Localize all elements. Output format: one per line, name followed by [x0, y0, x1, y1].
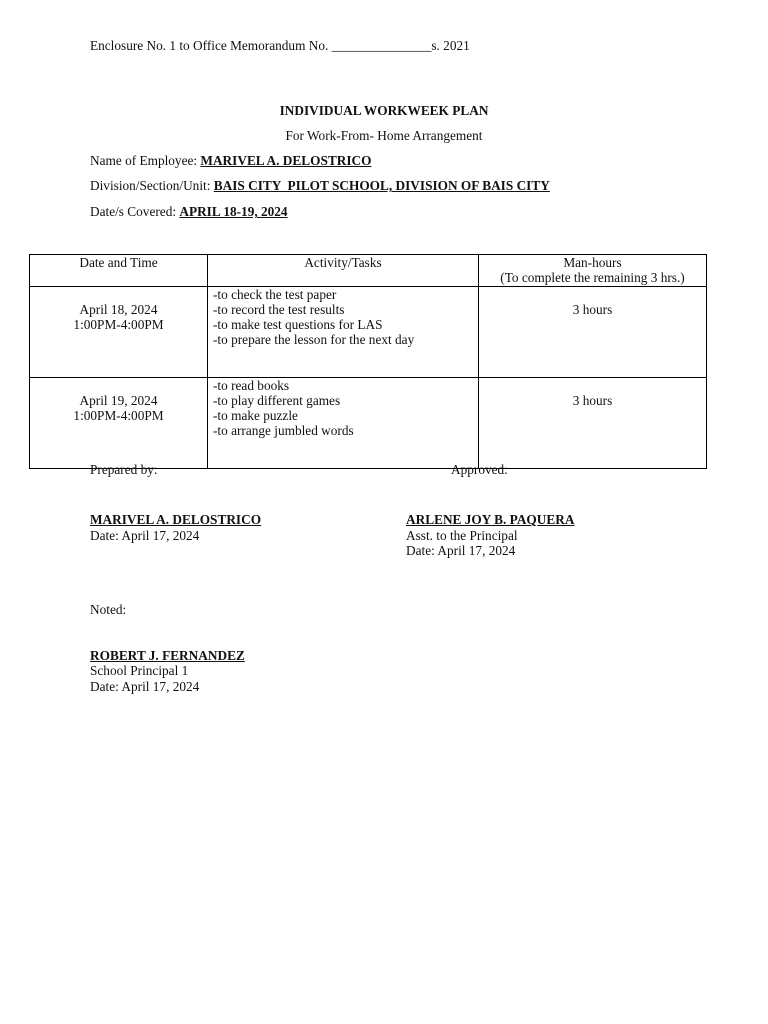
row-time: 1:00PM-4:00PM	[73, 408, 164, 423]
noted-label: Noted:	[90, 602, 127, 617]
division-label: Division/Section/Unit:	[90, 178, 214, 193]
noter-position: School Principal 1	[90, 663, 189, 678]
task-item: -to arrange jumbled words	[213, 423, 354, 438]
noter-date: Date: April 17, 2024	[90, 679, 200, 694]
dates-covered-label: Date/s Covered:	[90, 204, 180, 219]
table-header-row	[30, 255, 707, 287]
task-item: -to prepare the lesson for the next day	[213, 332, 415, 347]
preparer-date: Date: April 17, 2024	[90, 528, 200, 543]
workweek-plan-table	[29, 254, 707, 469]
task-item: -to make test questions for LAS	[213, 317, 383, 332]
division-row	[90, 178, 550, 194]
header-manhours-title: Man-hours	[563, 255, 622, 270]
table-row	[30, 287, 707, 378]
preparer-name: MARIVEL A. DELOSTRICO	[90, 512, 262, 527]
task-item: -to read books	[213, 378, 290, 393]
employee-label: Name of Employee:	[90, 153, 201, 168]
employee-row	[90, 153, 371, 169]
task-item: -to check the test paper	[213, 287, 337, 302]
approver-date: Date: April 17, 2024	[406, 543, 516, 558]
dates-covered-row	[90, 204, 288, 220]
dates-covered-value: APRIL 18-19, 2024	[179, 204, 288, 219]
division-value: BAIS CITY PILOT SCHOOL, DIVISION OF BAIS CITY	[213, 178, 550, 193]
table-row	[30, 378, 707, 469]
row-time: 1:00PM-4:00PM	[73, 317, 164, 332]
row-date: April 18, 2024	[79, 302, 158, 317]
row-date: April 19, 2024	[79, 393, 158, 408]
approver-name: ARLENE JOY B. PAQUERA	[406, 512, 575, 527]
task-item: -to play different games	[213, 393, 341, 408]
approved-label: Approved:	[451, 462, 508, 477]
enclosure-line: Enclosure No. 1 to Office Memorandum No. _______________s. 2021	[90, 38, 470, 53]
date-time-cell	[30, 287, 208, 378]
header-activity: Activity/Tasks	[208, 255, 479, 287]
document-subtitle: For Work-From- Home Arrangement	[285, 128, 483, 143]
header-manhours	[479, 255, 707, 287]
employee-name: MARIVEL A. DELOSTRICO	[200, 153, 372, 168]
header-date-time: Date and Time	[30, 255, 208, 287]
document-title: INDIVIDUAL WORKWEEK PLAN	[279, 103, 489, 118]
manhours-cell: 3 hours	[479, 378, 707, 469]
task-item: -to record the test results	[213, 302, 345, 317]
date-time-cell	[30, 378, 208, 469]
approver-position: Asst. to the Principal	[406, 528, 518, 543]
prepared-by-label: Prepared by:	[90, 462, 158, 477]
noter-name: ROBERT J. FERNANDEZ	[90, 648, 245, 663]
task-item: -to make puzzle	[213, 408, 298, 423]
activity-cell	[208, 378, 479, 469]
activity-cell	[208, 287, 479, 378]
manhours-cell: 3 hours	[479, 287, 707, 378]
header-manhours-note: (To complete the remaining 3 hrs.)	[500, 270, 685, 285]
